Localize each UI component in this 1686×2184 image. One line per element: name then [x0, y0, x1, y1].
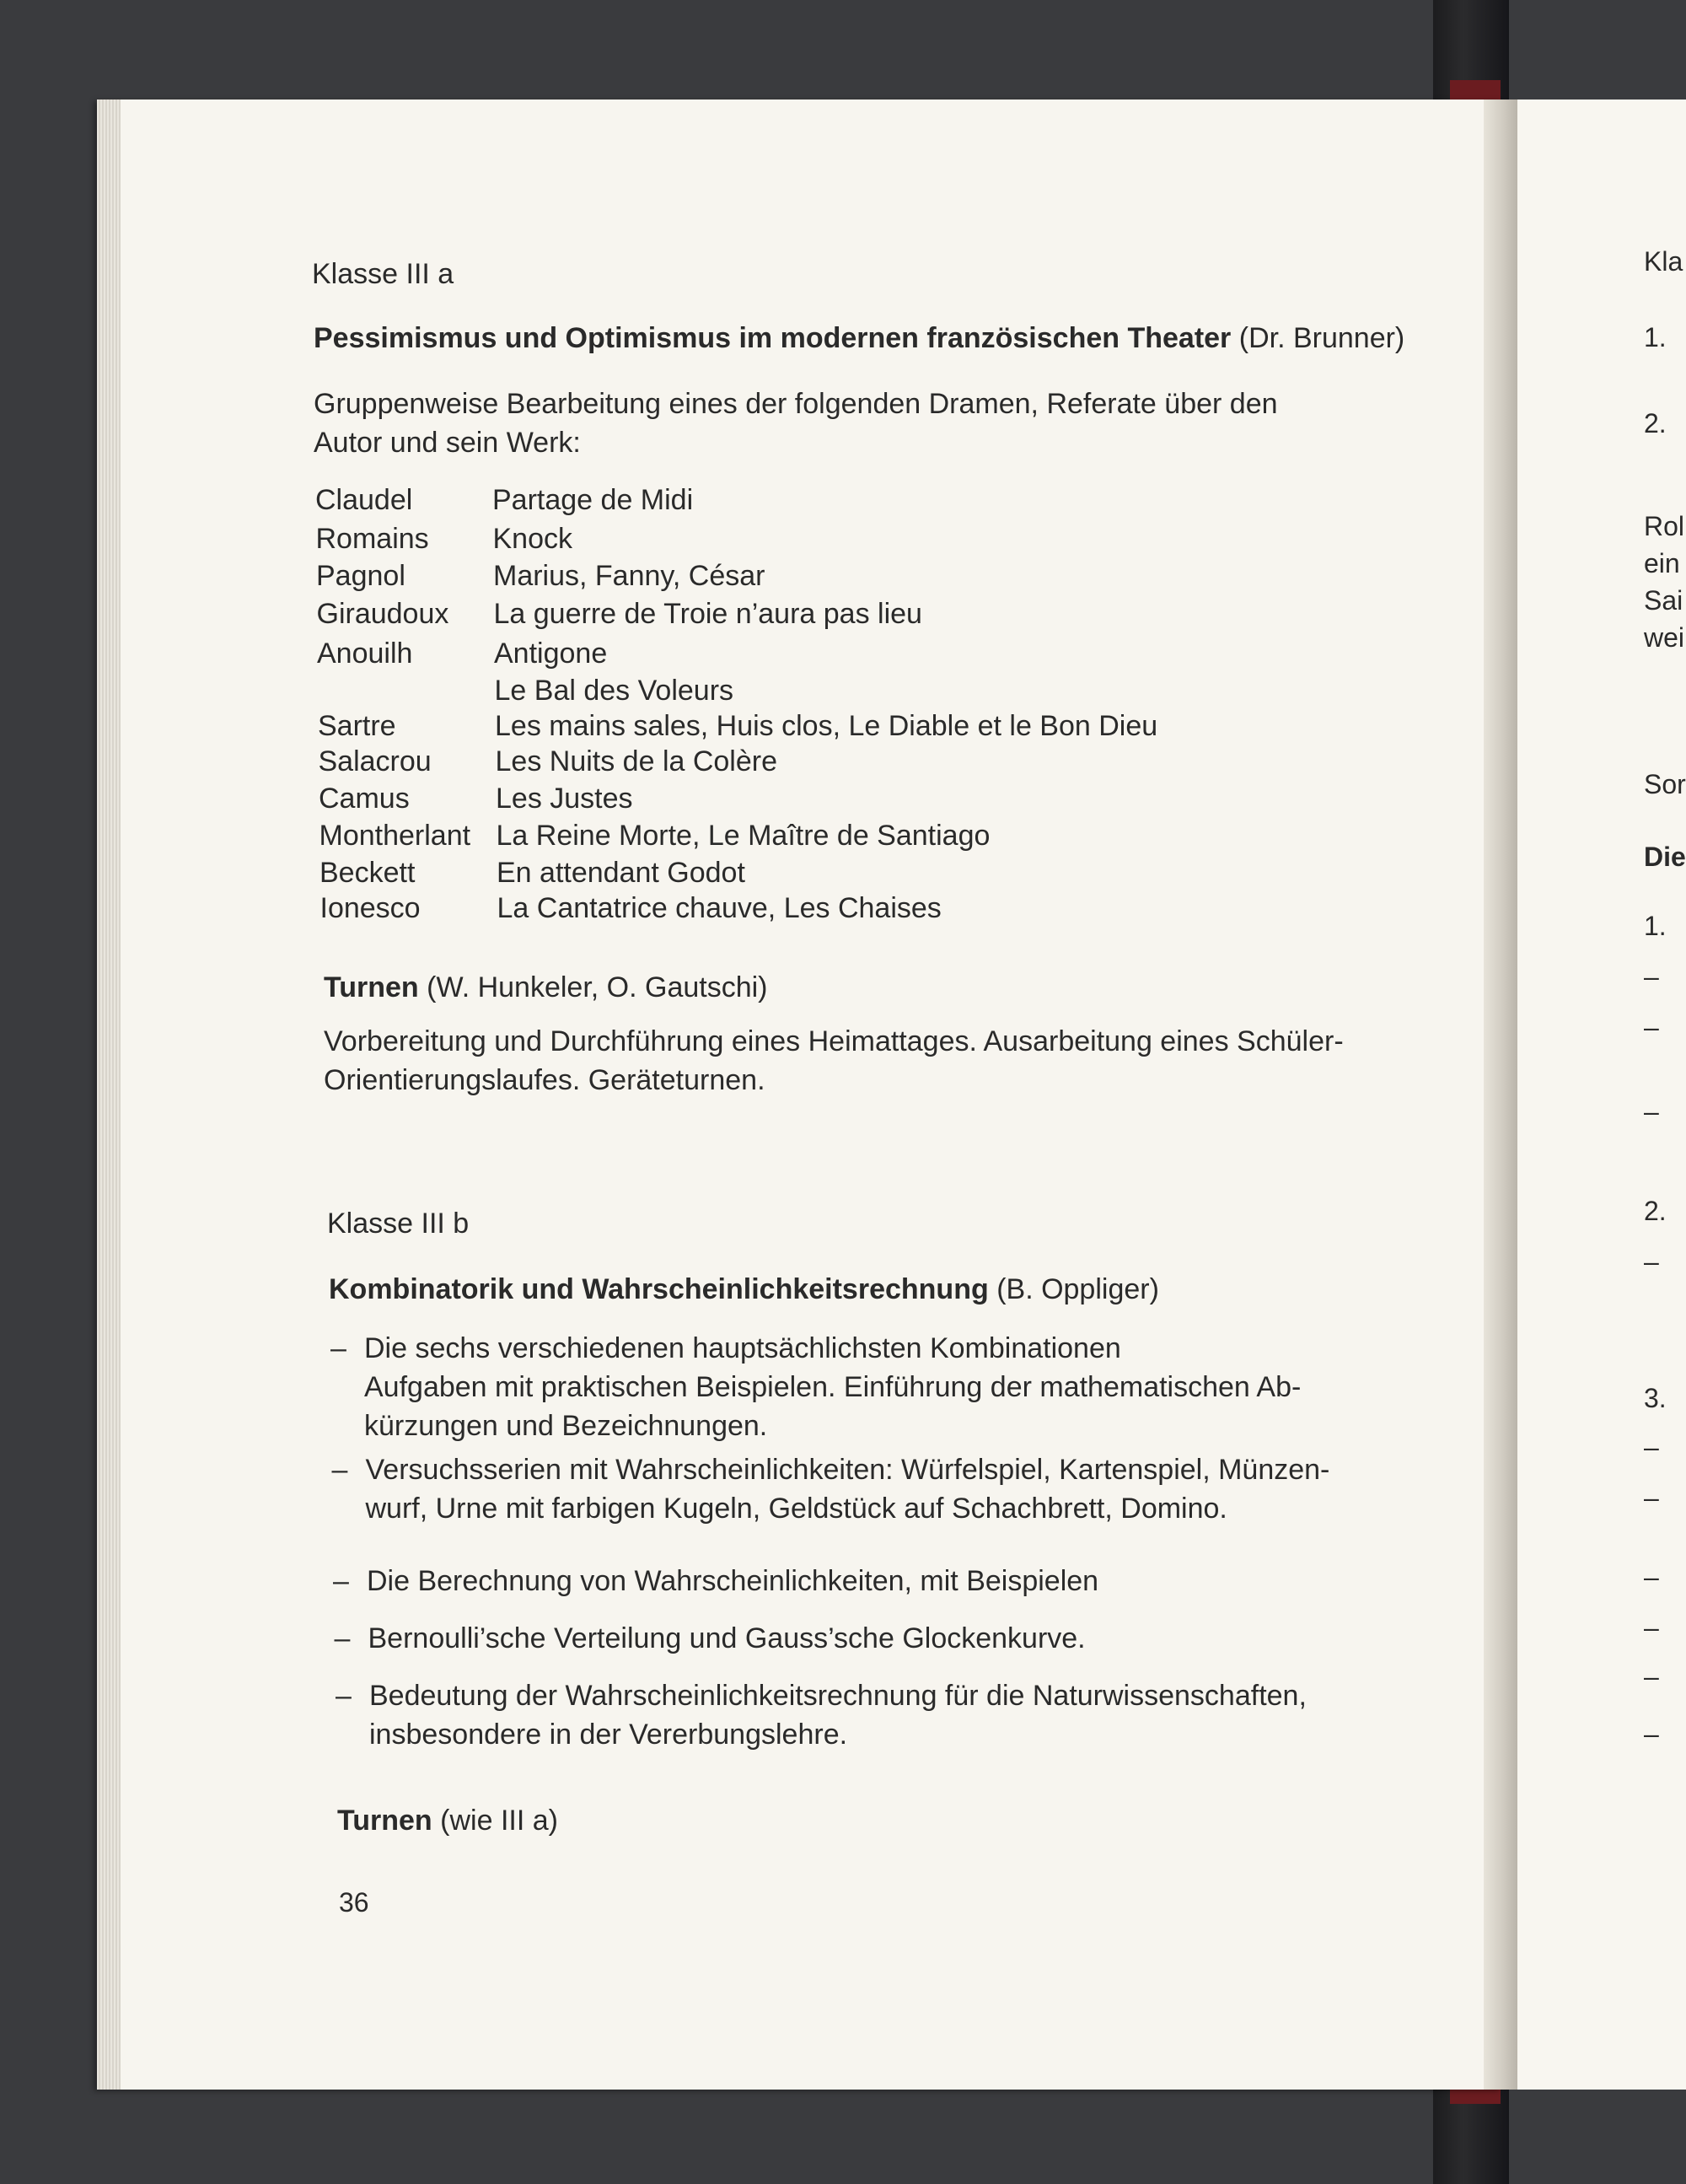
- list-item-line: insbesondere in der Vererbungslehre.: [369, 1719, 848, 1751]
- turnen-b-heading: [337, 1801, 558, 1841]
- work-author: Anouilh: [317, 637, 413, 670]
- work-author: Claudel: [315, 484, 413, 516]
- list-item-line: Die sechs verschiedenen hauptsächlichsten Kombinationen: [364, 1332, 1121, 1364]
- course1-heading: [314, 319, 1404, 358]
- course1-title: Pessimismus und Optimismus im modernen französischen Theater: [314, 322, 1232, 354]
- work-author: Romains: [315, 523, 429, 555]
- right-page-fragment: 1.: [1644, 322, 1667, 352]
- right-page-fragment: –: [1644, 961, 1659, 992]
- course2-heading: [329, 1270, 1159, 1310]
- work-title: Les Justes: [496, 783, 633, 815]
- right-page-fragment: –: [1644, 1096, 1659, 1127]
- list-item-line: kürzungen und Bezeichnungen.: [364, 1410, 768, 1442]
- work-title: La Cantatrice chauve, Les Chaises: [497, 892, 942, 924]
- work-author: Ionesco: [319, 892, 421, 924]
- work-author: Salacrou: [318, 745, 432, 777]
- right-page-fragment: 2.: [1644, 1196, 1667, 1226]
- right-page-fragment: 3.: [1644, 1383, 1667, 1413]
- turnen-b-note: (wie III a): [440, 1805, 558, 1837]
- list-dash: –: [330, 1332, 346, 1364]
- work-title: Partage de Midi: [492, 484, 694, 516]
- list-item-line: Bernoulli’sche Verteilung und Gauss’sche Glockenkurve.: [368, 1622, 1086, 1654]
- course2-teacher: (B. Oppliger): [996, 1273, 1159, 1305]
- right-page-fragment: –: [1644, 1612, 1659, 1643]
- work-author: Beckett: [319, 857, 416, 889]
- right-page-fragment: 1.: [1644, 911, 1667, 941]
- right-page-fragment: wei: [1644, 622, 1685, 653]
- book-gutter: [1484, 100, 1517, 2090]
- course1-desc-line1: Gruppenweise Bearbeitung eines der folgenden Dramen, Referate über den: [314, 388, 1278, 420]
- list-item-line: Versuchsserien mit Wahrscheinlichkeiten: Würfelspiel, Kartenspiel, Münzen-: [365, 1454, 1330, 1486]
- course2-title: Kombinatorik und Wahrscheinlichkeitsrechnung: [329, 1273, 989, 1305]
- work-author: Montherlant: [319, 820, 471, 852]
- course1-teacher: (Dr. Brunner): [1238, 322, 1405, 354]
- turnen-a-title: Turnen: [324, 971, 419, 1003]
- right-page-fragment: –: [1644, 1562, 1659, 1592]
- right-page-fragment: Kla: [1644, 246, 1683, 277]
- turnen-a-heading: [324, 968, 768, 1008]
- right-page: [1513, 100, 1686, 2090]
- work-title: Les mains sales, Huis clos, Le Diable et le Bon Dieu: [495, 710, 1158, 742]
- class-a-heading: Klasse III a: [312, 258, 454, 290]
- page-number: 36: [339, 1887, 369, 1918]
- list-dash: –: [331, 1454, 348, 1486]
- right-page-fragment: Die: [1644, 842, 1686, 872]
- right-page-fragment: ein: [1644, 548, 1680, 578]
- turnen-a-desc-line2: Orientierungslaufes. Geräteturnen.: [324, 1064, 765, 1096]
- list-item-line: Bedeutung der Wahrscheinlichkeitsrechnung für die Naturwissenschaften,: [369, 1680, 1307, 1712]
- list-item-line: Aufgaben mit praktischen Beispielen. Einführung der mathematischen Ab-: [364, 1371, 1302, 1403]
- work-author: Camus: [319, 783, 410, 815]
- class-b-heading: Klasse III b: [327, 1208, 470, 1240]
- work-title: La Reine Morte, Le Maître de Santiago: [496, 820, 991, 852]
- right-page-fragment: Rol: [1644, 511, 1685, 541]
- right-page-fragment: –: [1644, 1719, 1659, 1749]
- list-item-line: wurf, Urne mit farbigen Kugeln, Geldstück auf Schachbrett, Domino.: [365, 1493, 1227, 1525]
- work-title: Le Bal des Voleurs: [494, 675, 734, 707]
- work-title: La guerre de Troie n’aura pas lieu: [493, 598, 922, 630]
- list-item-line: Die Berechnung von Wahrscheinlichkeiten, mit Beispielen: [367, 1565, 1099, 1597]
- work-author: Pagnol: [316, 560, 405, 592]
- page-edges: [97, 100, 121, 2090]
- turnen-b-title: Turnen: [337, 1805, 432, 1837]
- work-title: Knock: [492, 523, 572, 555]
- list-dash: –: [334, 1622, 351, 1654]
- right-page-fragment: –: [1644, 1482, 1659, 1513]
- right-page-fragment: 2.: [1644, 408, 1667, 438]
- right-page-fragment: –: [1644, 1432, 1659, 1462]
- right-page-fragment: Sai: [1644, 585, 1683, 616]
- work-title: Les Nuits de la Colère: [495, 745, 778, 777]
- turnen-a-teacher: (W. Hunkeler, O. Gautschi): [427, 971, 768, 1003]
- work-title: En attendant Godot: [497, 857, 745, 889]
- turnen-a-desc-line1: Vorbereitung und Durchführung eines Heimattages. Ausarbeitung eines Schüler-: [324, 1025, 1344, 1057]
- list-dash: –: [333, 1565, 349, 1597]
- right-page-fragment: –: [1644, 1661, 1659, 1692]
- list-dash: –: [336, 1680, 352, 1712]
- work-author: Sartre: [318, 710, 396, 742]
- work-title: Antigone: [494, 637, 608, 670]
- right-page-fragment: Sor: [1644, 769, 1686, 799]
- course1-desc-line2: Autor und sein Werk:: [314, 427, 581, 459]
- work-author: Giraudoux: [316, 598, 449, 630]
- right-page-fragment: –: [1644, 1246, 1659, 1277]
- work-title: Marius, Fanny, César: [493, 560, 765, 592]
- right-page-fragment: –: [1644, 1012, 1659, 1042]
